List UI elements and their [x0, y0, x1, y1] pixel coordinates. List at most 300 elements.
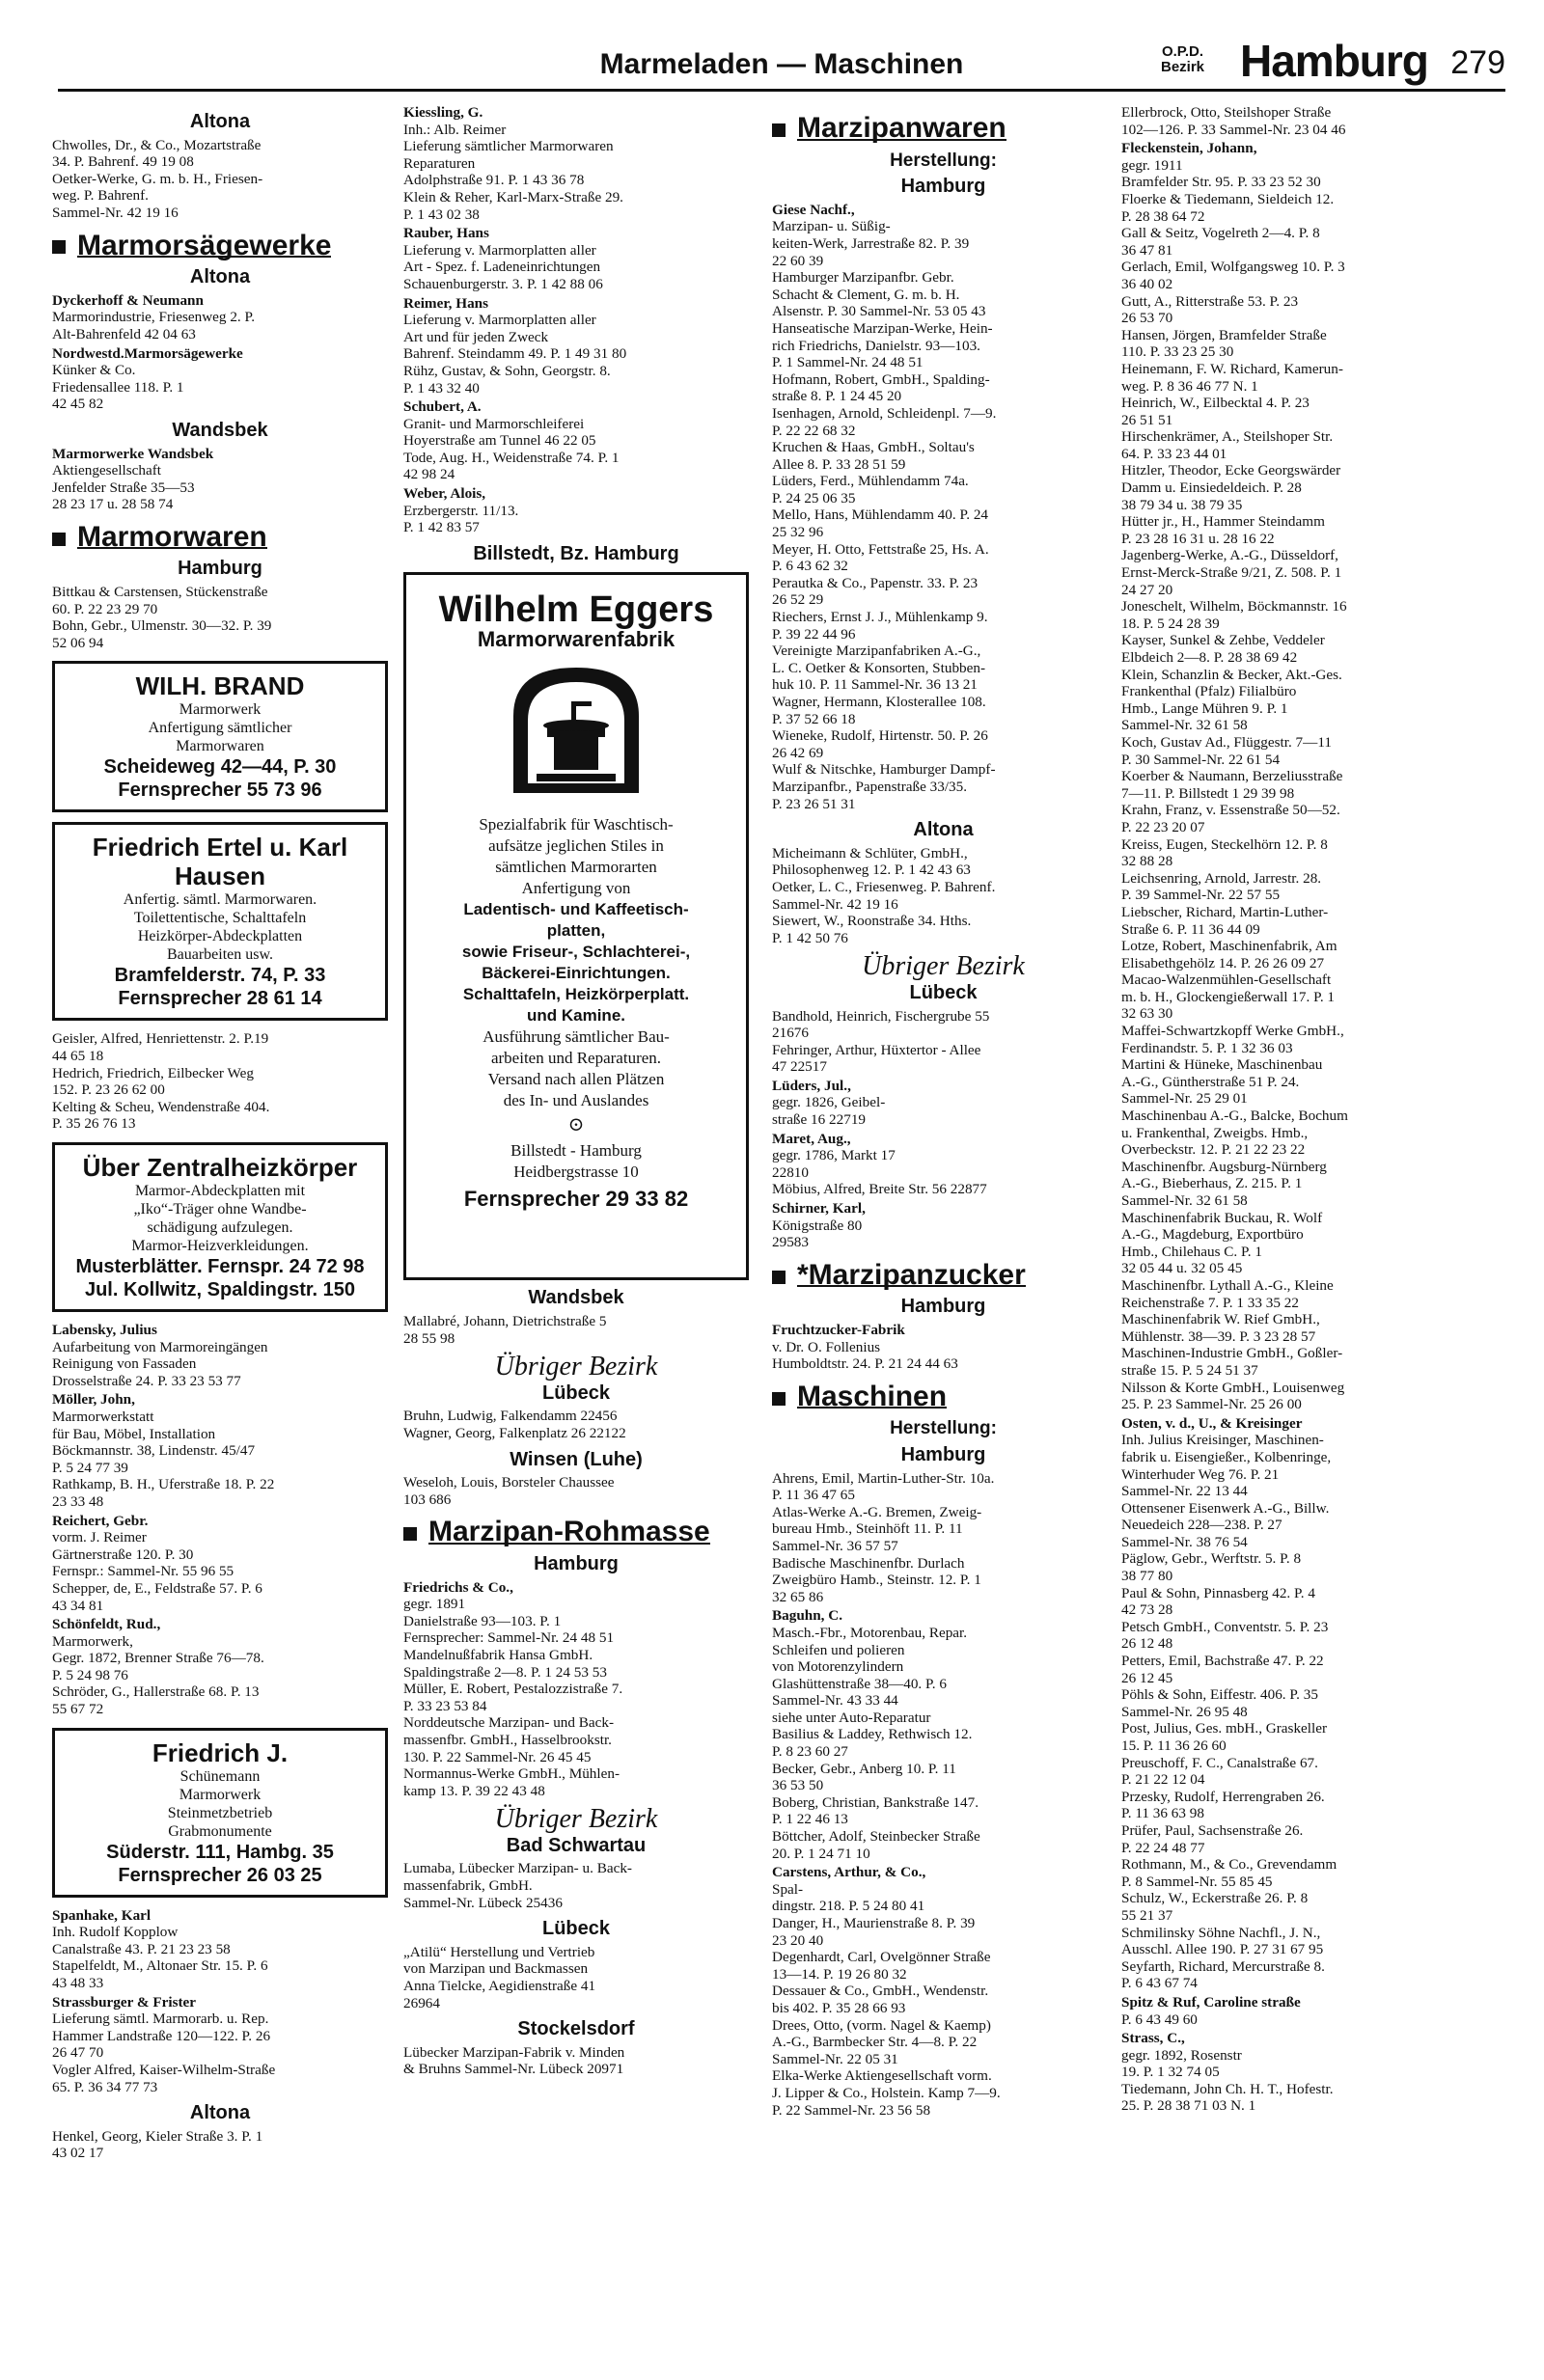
entry-line: Micheimann & Schlüter, GmbH.,: [772, 844, 968, 862]
entry-line: P. 39 Sammel-Nr. 22 57 55: [1121, 887, 1281, 904]
bullet-square-icon: [52, 533, 66, 546]
entry-line: 42 73 28: [1121, 1601, 1173, 1619]
entry-line: 26 12 45: [1121, 1669, 1173, 1686]
entry-name: Fleckenstein, Johann,: [1121, 140, 1257, 157]
entry-line: Erzbergerstr. 11/13.: [403, 502, 519, 519]
entry-line: Klein, Schanzlin & Becker, Akt.-Ges.: [1121, 666, 1342, 683]
page-title: Marmeladen — Maschinen: [599, 48, 964, 80]
entry-line: Spaldingstraße 2—8. P. 1 24 53 53: [403, 1663, 607, 1681]
entry-line: Winterhuder Weg 76. P. 21: [1121, 1465, 1280, 1483]
entry-line: Masch.-Fbr., Motorenbau, Repar.: [772, 1624, 968, 1641]
entry-line: Böttcher, Adolf, Steinbecker Straße: [772, 1828, 980, 1846]
page-number: 279: [1450, 44, 1505, 81]
entry-line: Wagner, Georg, Falkenplatz 26 22122: [403, 1425, 626, 1441]
place-heading: Hamburg: [900, 1296, 986, 1318]
entry-name: Dyckerhoff & Neumann: [52, 291, 204, 309]
region-heading: Übriger Bezirk: [862, 951, 1025, 982]
entry-line: Bahrenf. Steindamm 49. P. 1 49 31 80: [403, 345, 627, 363]
entry-line: Tiedemann, John Ch. H. T., Hofestr.: [1121, 2080, 1334, 2097]
listing-entry: [52, 584, 388, 651]
entry-line: 21676: [772, 1025, 809, 1042]
entry-line: dingstr. 218. P. 5 24 80 41: [772, 1898, 925, 1915]
entry-line: Drosselstraße 24. P. 33 23 53 77: [52, 1372, 241, 1389]
entry-line: 29583: [772, 1234, 809, 1251]
entry-line: Lotze, Robert, Maschinenfabrik, Am: [1121, 938, 1337, 955]
entry-line: P. 22 23 20 07: [1121, 818, 1205, 835]
entry-line: P. 8 Sammel-Nr. 55 85 45: [1121, 1873, 1273, 1890]
entry-line: 43 48 33: [52, 1975, 104, 1992]
entry-name: Carstens, Arthur, & Co.,: [772, 1864, 926, 1881]
ad-line: Steinmetzbetrieb: [167, 1804, 273, 1821]
entry-line: 24 27 20: [1121, 581, 1173, 598]
entry-line: Petters, Emil, Bachstraße 47. P. 22: [1121, 1653, 1324, 1670]
entry-line: Lieferung sämtl. Marmorarb. u. Rep.: [52, 2011, 269, 2028]
ad-line: Süderstr. 111, Hambg. 35: [106, 1841, 334, 1863]
entry-name: Osten, v. d., U., & Kreisinger: [1121, 1414, 1303, 1432]
entry-line: Hitzler, Theodor, Ecke Georgswärder: [1121, 462, 1341, 479]
entry-line: Rothmann, M., & Co., Grevendamm: [1121, 1856, 1337, 1874]
entry-line: 152. P. 23 26 62 00: [52, 1081, 165, 1099]
bullet-square-icon: [772, 1392, 786, 1406]
entry-line: P. 22 22 68 32: [772, 422, 856, 439]
ad-line: Marmor-Heizverkleidungen.: [131, 1238, 309, 1254]
entry-line: Fernspr.: Sammel-Nr. 55 96 55: [52, 1563, 234, 1580]
entry-line: 25. P. 23 Sammel-Nr. 25 26 00: [1121, 1396, 1302, 1413]
entry-name: Schirner, Karl,: [772, 1200, 866, 1217]
entry-name: Reichert, Gebr.: [52, 1512, 149, 1529]
entry-line: 28 23 17 u. 28 58 74: [52, 496, 174, 513]
ad-line: Spezialfabrik für Waschtisch-: [479, 815, 674, 834]
entry-line: 19. P. 1 32 74 05: [1121, 2064, 1220, 2081]
listing-entry: [403, 104, 749, 223]
entry-name: Reimer, Hans: [403, 294, 489, 312]
entry-line: Hammer Landstraße 120—122. P. 26: [52, 2027, 271, 2044]
entry-line: Fernsprecher: Sammel-Nr. 24 48 51: [403, 1629, 615, 1647]
entry-name: Schubert, A.: [403, 398, 482, 416]
ad-line: Anfertigung von: [521, 879, 631, 898]
entry-line: Heinrich, W., Eilbecktal 4. P. 23: [1121, 395, 1310, 412]
entry-line: Anna Tielcke, Aegidienstraße 41: [403, 1978, 596, 1995]
entry-line: Maschinen-Industrie GmbH., Goßler-: [1121, 1345, 1343, 1362]
entry-line: P. 1 42 50 76: [772, 929, 848, 946]
place-heading: Altona: [913, 819, 974, 841]
entry-line: gegr. 1891: [403, 1596, 466, 1613]
ad-title: Friedrich Ertel u. Karl Hausen: [92, 833, 348, 891]
ad-line: Anfertig. sämtl. Marmorwaren.: [123, 891, 317, 909]
ad-line: Fernsprecher 28 61 14: [118, 988, 322, 1010]
place-heading: Stockelsdorf: [517, 2018, 635, 2040]
listing-entry: [772, 202, 1115, 812]
entry-line: P. 6 43 49 60: [1121, 2011, 1198, 2028]
bullet-square-icon: [772, 123, 786, 137]
entry-line: Marmorindustrie, Friesenweg 2. P.: [52, 309, 256, 326]
entry-line: Hirschenkrämer, A., Steilshoper Str.: [1121, 428, 1334, 446]
entry-line: v. Dr. O. Follenius: [772, 1338, 881, 1355]
ad-line: Ladentisch- und Kaffeetisch-: [463, 900, 689, 919]
entry-line: Humboldtstr. 24. P. 21 24 44 63: [772, 1355, 958, 1373]
entry-line: P. 39 22 44 96: [772, 625, 856, 643]
entry-line: Marzipanfbr., Papenstraße 33/35.: [772, 778, 968, 795]
entry-line: L. C. Oetker & Konsorten, Stubben-: [772, 659, 986, 676]
entry-line: Elbdeich 2—8. P. 28 38 69 42: [1121, 649, 1298, 666]
entry-line: bureau Hmb., Steinhöft 11. P. 11: [772, 1520, 963, 1538]
entry-line: P. 37 52 66 18: [772, 710, 856, 727]
entry-line: Reparaturen: [403, 154, 476, 172]
entry-line: 25. P. 28 38 71 03 N. 1: [1121, 2097, 1256, 2115]
ad-line: „Iko“-Träger ohne Wandbe-: [133, 1201, 307, 1217]
entry-line: Marmorwerkstatt: [52, 1408, 154, 1425]
listing-entry: [403, 295, 749, 397]
entry-line: Post, Julius, Ges. mbH., Graskeller: [1121, 1720, 1328, 1737]
entry-line: u. Frankenthal, Zweigbs. Hmb.,: [1121, 1124, 1309, 1141]
entry-line: kamp 13. P. 39 22 43 48: [403, 1782, 545, 1799]
entry-line: Floerke & Tiedemann, Sieldeich 12.: [1121, 190, 1335, 207]
entry-line: fabrik u. Eisengießer., Kolbenringe,: [1121, 1448, 1332, 1465]
entry-line: Maffei-Schwartzkopff Werke GmbH.,: [1121, 1023, 1344, 1040]
bullet-square-icon: [772, 1271, 786, 1284]
entry-line: 32 05 44 u. 32 05 45: [1121, 1260, 1243, 1277]
entry-line: Maschinenfbr. Augsburg-Nürnberg: [1121, 1158, 1327, 1175]
listing-entry: [1121, 2030, 1496, 2115]
entry-line: gegr. 1786, Markt 17: [772, 1147, 896, 1164]
entry-name: Fruchtzucker-Fabrik: [772, 1322, 905, 1338]
entry-line: Dessauer & Co., GmbH., Wendenstr.: [772, 1983, 989, 2000]
place-heading: Hamburg: [534, 1552, 619, 1574]
ad-line: Fernsprecher 26 03 25: [118, 1864, 322, 1886]
listing-entry: [772, 1200, 1115, 1251]
entry-line: & Bruhns Sammel-Nr. Lübeck 20971: [403, 2061, 624, 2078]
entry-line: P. 5 24 98 76: [52, 1666, 128, 1683]
ad-line: Grabmonumente: [168, 1822, 272, 1840]
entry-line: Schulz, W., Eckerstraße 26. P. 8: [1121, 1890, 1309, 1907]
entry-line: 55 21 37: [1121, 1906, 1173, 1924]
ad-line: platten,: [546, 921, 606, 941]
entry-line: 52 06 94: [52, 634, 104, 651]
entry-line: Mühlenstr. 38—39. P. 3 23 28 57: [1121, 1327, 1316, 1345]
entry-line: Nilsson & Korte GmbH., Louisenweg: [1121, 1379, 1345, 1396]
entry-line: Stapelfeldt, M., Altonaer Str. 15. P. 6: [52, 1957, 268, 1975]
entry-line: Hoyerstraße am Tunnel 46 22 05: [403, 432, 596, 450]
opd-label: [1161, 44, 1204, 75]
entry-line: Art - Spez. f. Ladeneinrichtungen: [403, 259, 601, 276]
ad-line: Schalttafeln, Heizkörperplatt.: [462, 985, 690, 1004]
entry-line: Ellerbrock, Otto, Steilshoper Straße: [1121, 104, 1332, 121]
entry-line: 25 32 96: [772, 524, 824, 541]
entry-line: Spal-: [772, 1880, 804, 1898]
entry-line: Inh. Julius Kreisinger, Maschinen-: [1121, 1432, 1324, 1449]
ad-line: Fernsprecher 55 73 96: [118, 780, 322, 802]
advertisement-eggers: [403, 572, 749, 1280]
entry-line: Sammel-Nr. 32 61 58: [1121, 717, 1248, 734]
entry-line: Sammel-Nr. 32 61 58: [1121, 1192, 1248, 1209]
entry-name: Giese Nachf.,: [772, 201, 855, 218]
entry-line: P. 23 26 51 31: [772, 795, 856, 812]
entry-line: Müller, E. Robert, Pestalozzistraße 7.: [403, 1681, 623, 1698]
entry-line: P. 30 Sammel-Nr. 22 61 54: [1121, 751, 1281, 768]
listing-entry: [1121, 1994, 1496, 2028]
entry-line: Liebscher, Richard, Martin-Luther-: [1121, 903, 1329, 920]
entry-line: 44 65 18: [52, 1048, 104, 1065]
listing-entry: [772, 1322, 1115, 1373]
entry-line: Prüfer, Paul, Sachsenstraße 26.: [1121, 1821, 1304, 1839]
entry-line: Maschinenbau A.-G., Balcke, Bochum: [1121, 1108, 1348, 1125]
listing-entry: [403, 1944, 749, 2011]
ad-line: Anfertigung sämtlicher: [148, 720, 292, 737]
entry-line: Danger, H., Maurienstraße 8. P. 39: [772, 1915, 976, 1931]
entry-line: Henkel, Georg, Kieler Straße 3. P. 1: [52, 2127, 263, 2145]
section-heading: [52, 229, 388, 261]
listing-entry: [403, 1474, 749, 1508]
place-heading: Lübeck: [909, 981, 978, 1003]
ad-line: Ausführung sämtlicher Bau-: [482, 1027, 670, 1047]
ad-title: Friedrich J.: [152, 1737, 289, 1767]
section-heading: [772, 1380, 1115, 1412]
entry-name: Spitz & Ruf, Caroline straße: [1121, 1993, 1301, 2011]
entry-line: Art und für jeden Zweck: [403, 328, 549, 345]
entry-line: 42 45 82: [52, 396, 104, 413]
ad-line: Versand nach allen Plätzen: [487, 1070, 665, 1089]
section-title: Marmorwaren: [77, 520, 267, 553]
bullet-square-icon: [52, 240, 66, 254]
entry-line: Jagenberg-Werke, A.-G., Düsseldorf,: [1121, 547, 1338, 564]
column-4: [1121, 104, 1496, 2117]
entry-line: Schleifen und polieren: [772, 1641, 905, 1658]
entry-line: Sammel-Nr. 22 13 44: [1121, 1483, 1248, 1500]
entry-name: Kiessling, G.: [403, 104, 483, 121]
entry-name: Labensky, Julius: [52, 1322, 157, 1338]
place-heading: Lübeck: [541, 1918, 611, 1940]
entry-line: 26 42 69: [772, 744, 824, 761]
entry-line: Lumaba, Lübecker Marzipan- u. Back-: [403, 1860, 632, 1877]
entry-line: 102—126. P. 33 Sammel-Nr. 23 04 46: [1121, 121, 1346, 138]
entry-line: Ernst-Merck-Straße 9/21, Z. 508. P. 1: [1121, 564, 1342, 582]
entry-line: 32 88 28: [1121, 853, 1173, 870]
place-heading: Altona: [189, 266, 251, 288]
entry-line: Ottensener Eisenwerk A.-G., Billw.: [1121, 1499, 1330, 1517]
entry-line: J. Lipper & Co., Holstein. Kamp 7—9.: [772, 2084, 1001, 2101]
ad-line: arbeiten und Reparaturen.: [490, 1049, 662, 1068]
entry-line: Gegr. 1872, Brenner Straße 76—78.: [52, 1650, 264, 1667]
entry-line: Atlas-Werke A.-G. Bremen, Zweig-: [772, 1503, 982, 1520]
entry-line: P. 11 36 47 65: [772, 1487, 855, 1504]
entry-line: Perautka & Co., Papenstr. 33. P. 23: [772, 574, 979, 591]
ad-line: aufsätze jeglichen Stiles in: [488, 836, 664, 856]
entry-line: Päglow, Gebr., Werftstr. 5. P. 8: [1121, 1550, 1302, 1568]
entry-line: Geisler, Alfred, Henriettenstr. 2. P.19: [52, 1030, 269, 1048]
entry-line: Jenfelder Straße 35—53: [52, 479, 195, 496]
entry-line: Basilius & Laddey, Rethwisch 12.: [772, 1726, 973, 1743]
entry-line: weg. P. 8 36 46 77 N. 1: [1121, 377, 1258, 395]
opd-line2: Bezirk: [1161, 59, 1205, 75]
entry-line: Klein & Reher, Karl-Marx-Straße 29.: [403, 188, 623, 205]
entry-name: Spanhake, Karl: [52, 1906, 152, 1924]
entry-line: m. b. H., Glockengießerwall 17. P. 1: [1121, 988, 1336, 1005]
entry-line: Königstraße 80: [772, 1217, 863, 1234]
entry-line: Wieneke, Rudolf, Hirtenstr. 50. P. 26: [772, 727, 988, 745]
entry-line: Siewert, W., Roonstraße 34. Hths.: [772, 913, 972, 930]
entry-line: Badische Maschinenfbr. Durlach: [772, 1554, 965, 1572]
entry-line: Ahrens, Emil, Martin-Luther-Str. 10a.: [772, 1469, 995, 1487]
entry-line: 43 34 81: [52, 1597, 104, 1614]
listing-entry: [772, 1470, 1115, 1606]
entry-line: Sammel-Nr. 43 33 44: [772, 1692, 898, 1710]
entry-line: Bruhn, Ludwig, Falkendamm 22456: [403, 1408, 618, 1425]
entry-line: Macao-Walzenmühlen-Gesellschaft: [1121, 971, 1332, 989]
entry-name: Strass, C.,: [1121, 2030, 1185, 2047]
listing-entry: [52, 1030, 388, 1133]
entry-line: Gärtnerstraße 120. P. 30: [52, 1546, 194, 1563]
ad-title: Wilhelm Eggers: [438, 589, 714, 631]
listing-entry: [403, 1579, 749, 1800]
entry-line: 42 98 24: [403, 466, 455, 483]
entry-line: 55 67 72: [52, 1701, 104, 1718]
entry-line: Sammel-Nr. 22 05 31: [772, 2050, 898, 2067]
entry-line: Joneschelt, Wilhelm, Böckmannstr. 16: [1121, 598, 1347, 616]
entry-line: Canalstraße 43. P. 21 23 23 58: [52, 1940, 231, 1957]
listing-entry: [52, 292, 388, 343]
entry-line: Aktiengesellschaft: [52, 462, 162, 479]
entry-line: von Motorenzylindern: [772, 1658, 904, 1676]
entry-line: Künker & Co.: [52, 362, 136, 379]
entry-line: Hmb., Lange Mühren 9. P. 1: [1121, 699, 1288, 717]
entry-line: A.-G., Barmbecker Str. 4—8. P. 22: [772, 2034, 978, 2051]
ad-line: Musterblätter. Fernspr. 24 72 98: [75, 1256, 365, 1277]
section-title: Marzipan-Rohmasse: [428, 1516, 710, 1548]
listing-entry: [52, 446, 388, 513]
entry-line: 47 22517: [772, 1058, 827, 1076]
entry-line: 36 47 81: [1121, 241, 1173, 259]
entry-line: Schmilinsky Söhne Nachfl., J. N.,: [1121, 1924, 1321, 1941]
ad-title: Über Zentralheizkörper: [82, 1153, 358, 1182]
entry-line: Paul & Sohn, Pinnasberg 42. P. 4: [1121, 1584, 1315, 1601]
advertisement-box: [52, 1728, 388, 1898]
entry-line: siehe unter Auto-Reparatur: [772, 1709, 931, 1726]
entry-line: Schacht & Clement, G. m. b. H.: [772, 286, 960, 303]
entry-line: Weseloh, Louis, Borsteler Chaussee: [403, 1474, 615, 1491]
entry-line: P. 1 43 32 40: [403, 379, 480, 397]
entry-name: Rauber, Hans: [403, 225, 489, 242]
subheading: Herstellung:: [890, 150, 997, 171]
entry-line: Lübecker Marzipan-Fabrik v. Minden: [403, 2043, 625, 2061]
section-heading: [403, 1516, 749, 1548]
entry-line: P. 22 Sammel-Nr. 23 56 58: [772, 2101, 931, 2119]
place-heading: Hamburg: [900, 1443, 986, 1465]
entry-line: 65. P. 36 34 77 73: [52, 2078, 158, 2095]
entry-line: Vogler Alfred, Kaiser-Wilhelm-Straße: [52, 2062, 276, 2078]
ad-line: Heidbergstrasse 10: [513, 1162, 639, 1181]
listing-entry: [403, 1860, 749, 1911]
entry-line: straße 8. P. 1 24 45 20: [772, 388, 902, 405]
listing-entry: [1121, 140, 1496, 1413]
entry-name: Maret, Aug.,: [772, 1130, 851, 1147]
entry-line: Alsenstr. P. 30 Sammel-Nr. 53 05 43: [772, 303, 986, 320]
entry-line: 32 63 30: [1121, 1005, 1173, 1023]
entry-line: Przesky, Rudolf, Herrengraben 26.: [1121, 1788, 1325, 1805]
entry-line: Norddeutsche Marzipan- und Back-: [403, 1714, 615, 1732]
ad-line: Fernsprecher 29 33 82: [463, 1186, 689, 1211]
entry-line: P. 21 22 12 04: [1121, 1771, 1205, 1789]
listing-entry: [403, 398, 749, 483]
place-heading: Hamburg: [178, 558, 262, 580]
ad-line: schädigung aufzulegen.: [147, 1219, 293, 1236]
listing-entry: [1121, 104, 1496, 138]
ad-line: Schünemann: [179, 1767, 261, 1785]
entry-line: Bramfelder Str. 95. P. 33 23 52 30: [1121, 174, 1321, 191]
listing-entry: [772, 845, 1115, 947]
entry-line: Marzipan- u. Süßig-: [772, 218, 891, 235]
entry-line: 26 51 51: [1121, 411, 1173, 428]
entry-line: P. 6 43 62 32: [772, 558, 848, 575]
entry-line: A.-G., Bieberhaus, Z. 215. P. 1: [1121, 1175, 1303, 1192]
entry-line: 13—14. P. 19 26 80 32: [772, 1965, 907, 1983]
listing-entry: [403, 485, 749, 536]
entry-line: 103 686: [403, 1491, 452, 1508]
listing-entry: [52, 1513, 388, 1615]
section-heading: [52, 520, 388, 553]
entry-line: Damm u. Einsiedeldeich. P. 28: [1121, 479, 1302, 497]
entry-line: Bohn, Gebr., Ulmenstr. 30—32. P. 39: [52, 617, 272, 635]
subheading: Herstellung:: [890, 1418, 997, 1439]
entry-line: von Marzipan und Backmassen: [403, 1960, 589, 1978]
entry-line: Lieferung v. Marmorplatten aller: [403, 241, 596, 259]
entry-line: Sammel-Nr. 36 57 57: [772, 1537, 898, 1554]
entry-line: Normannus-Werke GmbH., Mühlen-: [403, 1765, 620, 1783]
entry-line: Krahn, Franz, v. Essenstraße 50—52.: [1121, 802, 1340, 819]
ad-line: Heizkörper-Abdeckplatten: [137, 928, 303, 945]
entry-line: Hofmann, Robert, GmbH., Spalding-: [772, 370, 990, 388]
entry-line: Hamburger Marzipanfbr. Gebr.: [772, 269, 954, 287]
entry-line: Inh. Rudolf Kopplow: [52, 1924, 179, 1941]
entry-line: Sammel-Nr. 26 95 48: [1121, 1703, 1248, 1720]
entry-line: 130. P. 22 Sammel-Nr. 26 45 45: [403, 1748, 592, 1765]
entry-line: Adolphstraße 91. P. 1 43 36 78: [403, 172, 585, 189]
entry-line: Aufarbeitung von Marmoreingängen: [52, 1338, 268, 1355]
advertisement-box: [52, 661, 388, 812]
entry-line: 32 65 86: [772, 1588, 824, 1605]
entry-name: Strassburger & Frister: [52, 1993, 197, 2011]
entry-line: Schepper, de, E., Feldstraße 57. P. 6: [52, 1579, 262, 1597]
ad-line: Marmorwerk: [179, 701, 262, 719]
entry-line: 36 53 50: [772, 1777, 824, 1794]
advertisement-box: [52, 1142, 388, 1312]
section-title: *Marzipanzucker: [797, 1258, 1026, 1291]
entry-line: Koerber & Naumann, Berzeliusstraße: [1121, 768, 1343, 785]
entry-line: Vereinigte Marzipanfabriken A.-G.,: [772, 643, 981, 660]
region-heading: Übriger Bezirk: [494, 1804, 658, 1835]
listing-entry: [403, 1313, 749, 1347]
entry-line: Bandhold, Heinrich, Fischergrube 55: [772, 1007, 990, 1025]
entry-line: Lieferung v. Marmorplatten aller: [403, 312, 596, 329]
listing-entry: [52, 1322, 388, 1389]
entry-line: P. 11 36 63 98: [1121, 1805, 1204, 1822]
entry-line: vorm. J. Reimer: [52, 1529, 147, 1546]
ad-line: Marmorwerk: [179, 1786, 262, 1803]
listing-entry: [52, 137, 388, 222]
entry-name: Möller, John,: [52, 1391, 135, 1409]
entry-line: Heinemann, F. W. Richard, Kamerun-: [1121, 360, 1343, 377]
entry-line: straße 16 22719: [772, 1111, 867, 1129]
column-2: [403, 104, 749, 2080]
entry-name: Nordwestd.Marmorsägewerke: [52, 344, 243, 362]
entry-line: Lüders, Ferd., Mühlendamm 74a.: [772, 473, 969, 490]
entry-line: gegr. 1892, Rosenstr: [1121, 2046, 1242, 2064]
ad-line: und Kamine.: [526, 1006, 625, 1026]
entry-line: Oetker, L. C., Friesenweg. P. Bahrenf.: [772, 878, 996, 895]
entry-line: 26964: [403, 1994, 440, 2011]
entry-line: straße 15. P. 5 24 51 37: [1121, 1361, 1258, 1379]
entry-line: 38 79 34 u. 38 79 35: [1121, 496, 1243, 513]
entry-line: P. 1 Sammel-Nr. 24 48 51: [772, 354, 924, 371]
